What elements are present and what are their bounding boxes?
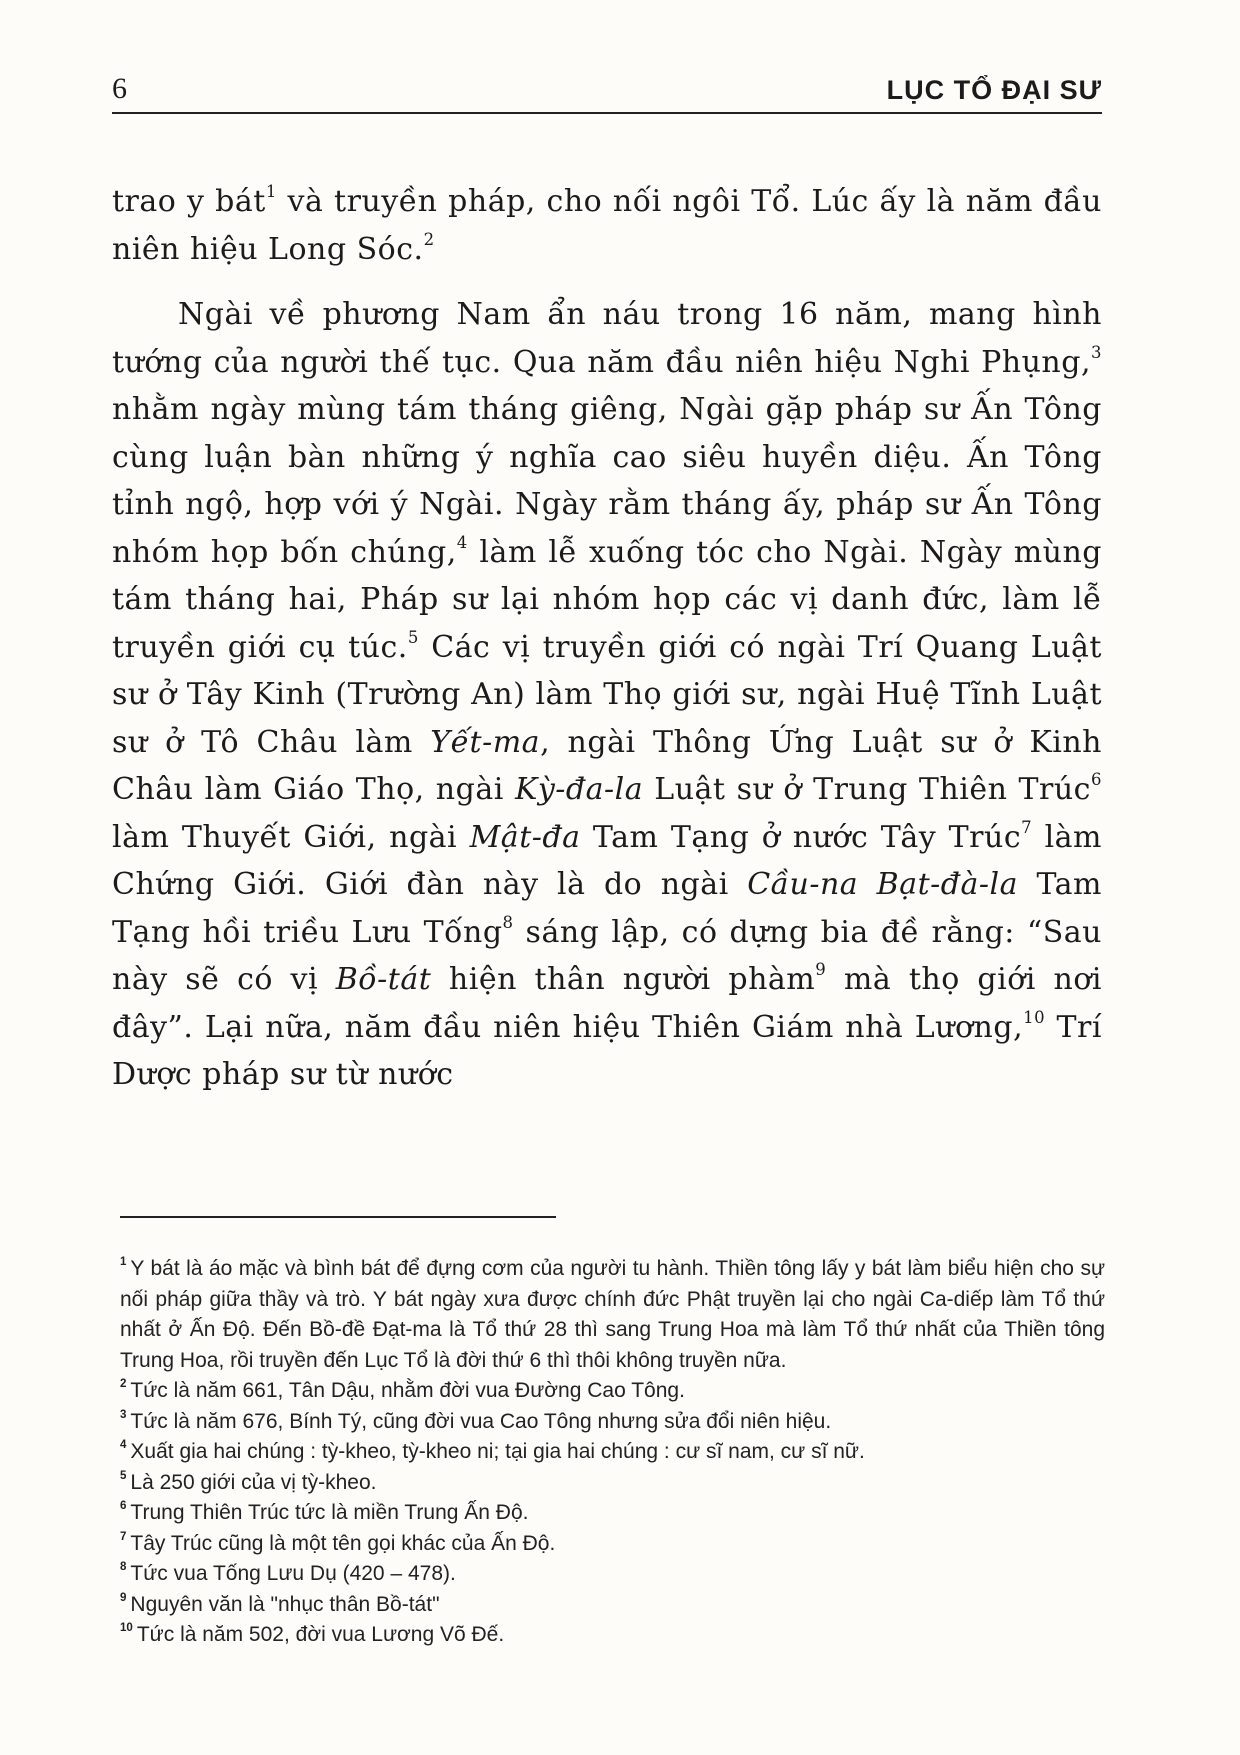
footnote-mark: 5 <box>120 1469 127 1482</box>
text-run: , ngài Thông Ứng Luật sư ở Kinh Châu làm Giáo Thọ, ngài <box>112 724 1102 807</box>
footnote-text: Là 250 giới của vị tỳ-kheo. <box>130 1470 377 1494</box>
footnote-text: Xuất gia hai chúng : tỳ-kheo, tỳ-kheo ni; tại gia hai chúng : cư sĩ nam, cư sĩ nữ. <box>130 1440 865 1463</box>
paragraph-2 <box>112 291 1102 1099</box>
text-run: Tam Tạng hồi triều Lưu Tống <box>112 867 1102 950</box>
text-run: mà thọ giới nơi đây”. Lại nữa, năm đầu niên hiệu Thiên Giám nhà Lương, <box>112 962 1102 1045</box>
footnote-ref: 10 <box>1023 1007 1046 1027</box>
footnote-1 <box>120 1254 1105 1376</box>
footnote-9 <box>120 1590 1105 1621</box>
footnote-3 <box>120 1407 1105 1438</box>
text-run: làm Thuyết Giới, ngài <box>112 819 470 855</box>
footnote-text: Tức là năm 676, Bính Tý, cũng đời vua Cao Tông nhưng sửa đổi niên hiệu. <box>130 1409 832 1433</box>
text-run: Trí Dược pháp sư từ nước <box>112 1009 1102 1092</box>
italic-term: Mật-đa <box>469 819 581 855</box>
footnote-4 <box>120 1437 1105 1468</box>
text-run: và truyền pháp, cho nối ngôi Tổ. Lúc ấy là năm đầu niên hiệu Long Sóc. <box>112 184 1102 267</box>
footnote-10 <box>120 1620 1105 1651</box>
footnote-mark: 8 <box>120 1561 127 1574</box>
footnote-text: Trung Thiên Trúc tức là miền Trung Ấn Độ. <box>130 1501 529 1524</box>
text-run: sáng lập, có dựng bia đề rằng: “Sau này sẽ có vị <box>112 914 1102 997</box>
footnote-text: Tức là năm 502, đời vua Lương Võ Đế. <box>136 1623 505 1646</box>
footnote-text: Tây Trúc cũng là một tên gọi khác của Ấn Độ. <box>130 1531 556 1555</box>
text-run: Luật sư ở Trung Thiên Trúc <box>643 772 1091 807</box>
footnote-text: Tức là năm 661, Tân Dậu, nhằm đời vua Đường Cao Tông. <box>130 1379 685 1402</box>
footnote-ref: 3 <box>1091 342 1102 362</box>
main-text <box>112 178 1102 1099</box>
footnote-mark: 4 <box>120 1439 127 1452</box>
footnote-ref: 2 <box>423 229 435 249</box>
footnote-mark: 9 <box>120 1591 127 1604</box>
running-header <box>112 72 1102 114</box>
italic-term: Yết-ma <box>430 724 541 760</box>
text-run: Ngài về phương Nam ẩn náu trong 16 năm, mang hình tướng của người thế tục. Qua năm đầu niên hiệu Nghi Phụng, <box>112 297 1102 380</box>
footnote-text: Nguyên văn là "nhục thân Bồ-tát" <box>130 1592 440 1616</box>
footnote-ref: 5 <box>407 627 419 647</box>
text-run: Các vị truyền giới có ngài Trí Quang Luật sư ở Tây Kinh (Trường An) làm Thọ giới sư, ngài Huệ Tĩnh Luật sư ở Tô Châu làm <box>112 629 1102 760</box>
footnote-text: Tức vua Tống Lưu Dụ (420 – 478). <box>130 1562 456 1585</box>
footnote-ref: 8 <box>502 912 514 932</box>
text-run: làm lễ xuống tóc cho Ngài. Ngày mùng tám tháng hai, Pháp sư lại nhóm họp các vị danh đức, làm lễ truyền giới cụ túc. <box>112 534 1103 665</box>
footnote-ref: 9 <box>815 959 827 979</box>
footnote-8 <box>120 1559 1105 1590</box>
text-run: nhằm ngày mùng tám tháng giêng, Ngài gặp pháp sư Ấn Tông cùng luận bàn những ý nghĩa cao siêu huyền diệu. Ấn Tông tỉnh ngộ, hợp với ý Ngài. Ngày rằm tháng ấy, pháp sư Ấn Tông nhóm họp bốn chúng, <box>112 392 1102 570</box>
text-run: trao y bát <box>112 184 266 219</box>
footnote-mark: 7 <box>120 1530 127 1543</box>
footnote-2 <box>120 1376 1105 1407</box>
paragraph-1 <box>112 178 1102 273</box>
text-run: làm Chứng Giới. Giới đàn này là do ngài <box>112 819 1102 902</box>
footnote-ref: 6 <box>1091 769 1102 789</box>
footnotes <box>120 1254 1105 1651</box>
footnote-mark: 10 <box>120 1622 133 1635</box>
footnote-ref: 1 <box>265 181 277 201</box>
footnote-7 <box>120 1529 1105 1560</box>
text-run: hiện thân người phàm <box>431 962 816 997</box>
book-title: LỤC TỔ ĐẠI SƯ <box>886 75 1102 105</box>
footnote-text: Y bát là áo mặc và bình bát để đựng cơm của người tu hành. Thiền tông lấy y bát làm biểu hiện cho sự nối pháp giữa thầy và trò. Y bát ngày xưa được chính đức Phật truyền lại cho ngài Ca-diếp làm Tổ thứ nhất ở Ấn Độ. Đến Bồ-đề Đạt-ma là Tổ thứ 28 thì sang Trung Hoa mà làm Tổ thứ nhất của Thiền tông Trung Hoa, rồi truyền đến Lục Tổ là đời thứ 6 thì thôi không truyền nữa. <box>120 1257 1105 1372</box>
italic-term: Cầu-na Bạt-đà-la <box>747 867 1018 902</box>
italic-term: Bồ-tát <box>335 962 432 997</box>
footnote-ref: 7 <box>1021 817 1033 837</box>
footnote-mark: 2 <box>120 1378 127 1391</box>
footnote-5 <box>120 1468 1105 1499</box>
italic-term: Kỳ-đa-la <box>514 772 644 807</box>
footnote-mark: 3 <box>120 1408 127 1421</box>
footnote-ref: 4 <box>456 532 468 552</box>
footnote-6 <box>120 1498 1105 1529</box>
footnote-mark: 6 <box>120 1500 127 1513</box>
footnote-mark: 1 <box>120 1256 127 1269</box>
footnote-divider <box>120 1216 556 1218</box>
text-run: Tam Tạng ở nước Tây Trúc <box>580 819 1022 855</box>
page-number: 6 <box>112 72 127 105</box>
